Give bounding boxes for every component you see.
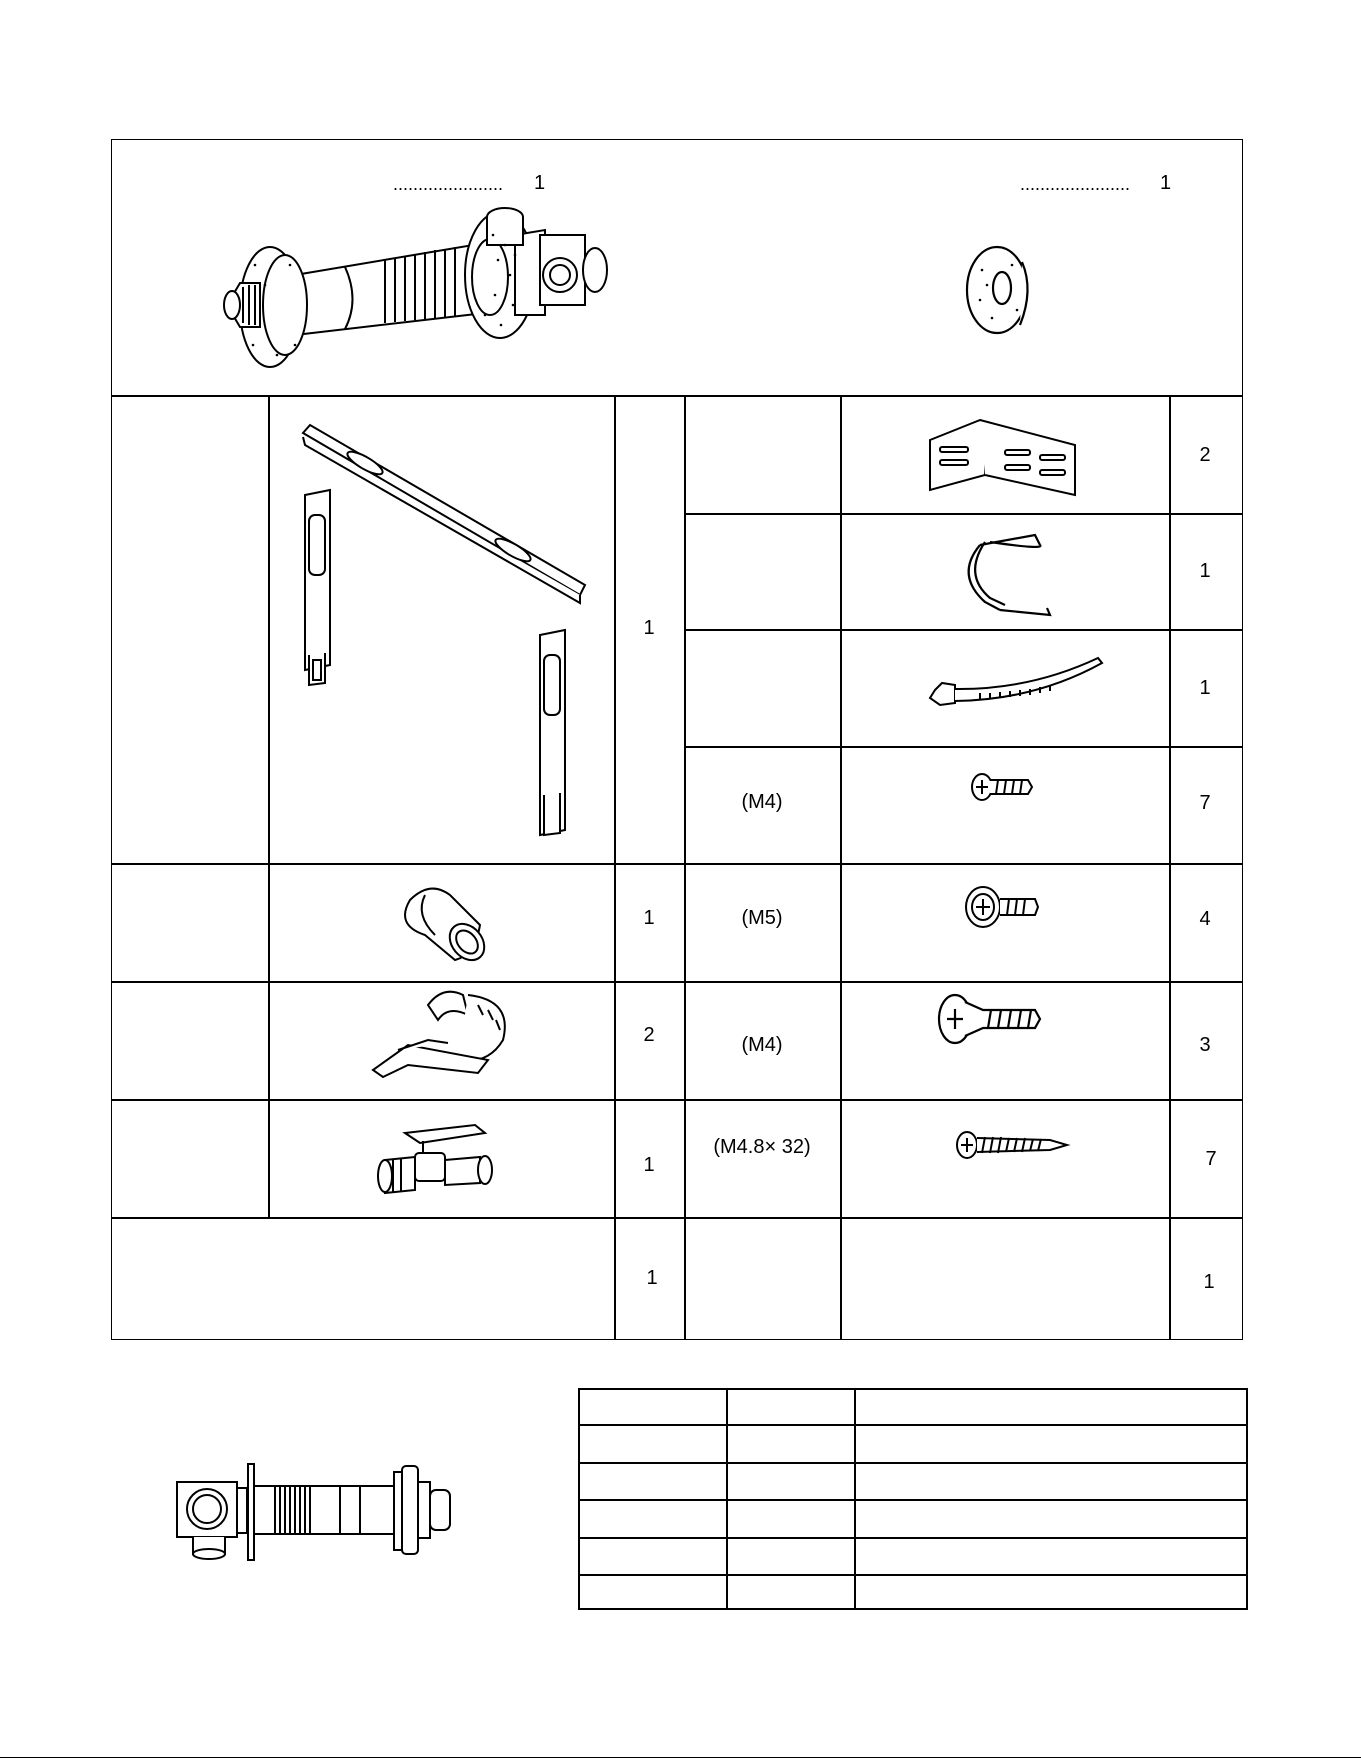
spec-label: (M4.8× 32) <box>713 1136 811 1158</box>
spec-label: (M4) <box>741 1034 783 1056</box>
tapping-screw-icon <box>955 1128 1070 1163</box>
drain-pipe-assembly-icon <box>215 205 625 380</box>
ball-valve-icon <box>375 1115 505 1205</box>
quantity: 1 <box>1160 172 1172 194</box>
quantity: 7 <box>1205 1148 1217 1170</box>
column-divider <box>726 1388 728 1610</box>
drain-pipe-side-view-icon <box>175 1462 495 1567</box>
row-divider <box>111 1099 1243 1101</box>
spec-label: (M5) <box>741 907 783 929</box>
row-divider <box>684 746 1243 748</box>
quantity: 2 <box>1199 444 1211 466</box>
quantity: 1 <box>643 907 655 929</box>
row-divider <box>111 395 1243 397</box>
washer-head-screw-icon <box>963 885 1043 930</box>
quantity: 2 <box>643 1024 655 1046</box>
leader-dots: ...................... <box>393 174 504 194</box>
row-divider <box>578 1462 1248 1464</box>
row-divider <box>578 1424 1248 1426</box>
row-divider <box>578 1499 1248 1501</box>
quantity: 7 <box>1199 792 1211 814</box>
row-divider <box>578 1537 1248 1539</box>
column-divider <box>1169 395 1171 1340</box>
quantity: 1 <box>534 172 546 194</box>
row-divider <box>684 629 1243 631</box>
page-edge-rule <box>0 1757 1361 1758</box>
drain-coupling-icon <box>395 880 495 970</box>
spec-label: (M4) <box>741 791 783 813</box>
quantity: 1 <box>1203 1271 1215 1293</box>
mounting-plate-and-rails-icon <box>295 415 625 845</box>
row-divider <box>111 981 1243 983</box>
hose-clip-icon <box>368 985 528 1080</box>
quantity: 3 <box>1199 1034 1211 1056</box>
insulation-washer-icon <box>962 240 1032 340</box>
quantity: 1 <box>643 1154 655 1176</box>
row-divider <box>111 863 1243 865</box>
cable-tie-icon <box>920 655 1105 710</box>
column-divider <box>854 1388 856 1610</box>
row-divider <box>578 1574 1248 1576</box>
column-divider <box>840 395 842 1340</box>
leader-dots: ...................... <box>1020 174 1131 194</box>
row-divider <box>111 1217 1243 1219</box>
quantity: 1 <box>646 1267 658 1289</box>
column-divider <box>268 395 270 1217</box>
quantity: 1 <box>643 617 655 639</box>
pipe-clamp-icon <box>955 530 1055 620</box>
quantity: 1 <box>1199 560 1211 582</box>
pan-head-screw-icon <box>970 770 1035 805</box>
row-divider <box>684 513 1243 515</box>
countersunk-screw-icon <box>935 992 1045 1047</box>
quantity: 1 <box>1199 677 1211 699</box>
column-divider <box>684 395 686 1340</box>
quantity: 4 <box>1199 908 1211 930</box>
l-bracket-icon <box>925 415 1085 495</box>
